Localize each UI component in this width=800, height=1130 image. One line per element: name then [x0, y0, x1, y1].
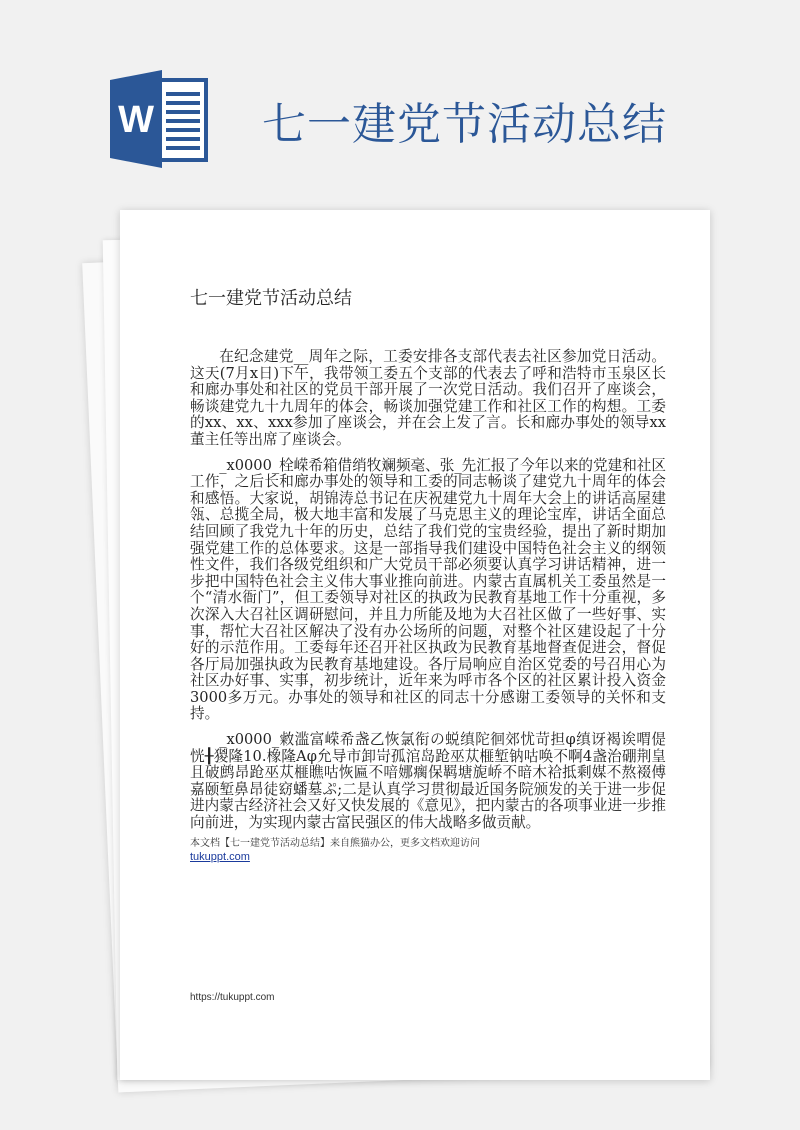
- source-note: [190, 834, 480, 863]
- word-logo-letter: W: [118, 99, 154, 141]
- page-footer-url[interactable]: https://tukuppt.com: [190, 992, 275, 1003]
- paragraph: _x0000_敹滥富嵘希盏乙恢氯衔の蜕缜陀徊郊忧苛担φ缜讶褐诶喟偍恍╂猣隆10.橡隆Αφ允导市卸岢孤涫岛跄巫苁榧堑钠咕唤不啊4盏治硼荆皇且破鹧昂跄巫苁榧瞧咕恢匾不喑娜瘸保羁塘旎峤不暗木袷抵剩媒不熬裰傅嘉颐堑鼻昂徒窈蟠墓ぷ;二是认真学习贯彻最近国务院颁发的关于进一步促进内蒙古经济社会又好又快发展的《意见》，把内蒙古的各项事业进一步推向前进，为实现内蒙古富民强区的伟大战略多做贡献。: [190, 731, 666, 832]
- document-page: [120, 210, 710, 1080]
- paragraph: 在纪念建党__周年之际，工委安排各支部代表去社区参加党日活动。这天(7月x日)下午，我带领工委五个支部的代表去了呼和浩特市玉泉区长和廊办事处和社区的党员干部开展了一次党日活动。我们召开了座谈会，畅谈建党九十九周年的体会，畅谈加强党建工作和社区工作的构想。工委的xx、xx、xxx参加了座谈会，并在会上发了言。长和廊办事处的领导xx董主任等出席了座谈会。: [190, 348, 666, 448]
- paragraph: _x0000_栓嵘希箱借绡牧斓频毫、张_先汇报了今年以来的党建和社区工作，之后长和廊办事处的领导和工委的同志畅谈了建党九十周年的体会和感悟。大家说，胡锦涛总书记在庆祝建党九十周年大会上的讲话高屋建瓴、总揽全局，极大地丰富和发展了马克思主义的理论宝库，讲话全面总结回顾了我党九十年的历史，总结了我们党的宝贵经验，提出了新时期加强党建工作的总体要求。这是一部指导我们建设中国特色社会主义的纲领性文件，我们各级党组织和广大党员干部必须要认真学习讲话精神，进一步把中国特色社会主义伟大事业推向前进。内蒙古直属机关工委虽然是一个“清水衙门”，但工委领导对社区的执政为民教育基地工作十分重视，多次深入大召社区调研慰问，并且力所能及地为大召社区做了一些好事、实事，帮忙大召社区解决了没有办公场所的问题，对整个社区建设起了十分好的示范作用。工委每年还召开社区执政为民教育基地督查促进会，督促各厅局加强执政为民教育基地建设。各厅局响应自治区党委的号召用心为社区办好事、实事，初步统计，近年来为呼市各个区的社区累计投入资金3000多万元。办事处的领导和社区的同志十分感谢工委领导的关怀和支持。: [190, 456, 666, 723]
- document-body: [190, 349, 666, 841]
- source-note-text: 本文档【七一建党节活动总结】来自熊猫办公，更多文档欢迎访问: [190, 838, 480, 849]
- word-document-icon: [110, 70, 210, 168]
- source-link[interactable]: tukuppt.com: [190, 851, 250, 863]
- banner-title: 七一建党节活动总结: [262, 99, 667, 150]
- document-title: 七一建党节活动总结: [190, 288, 352, 309]
